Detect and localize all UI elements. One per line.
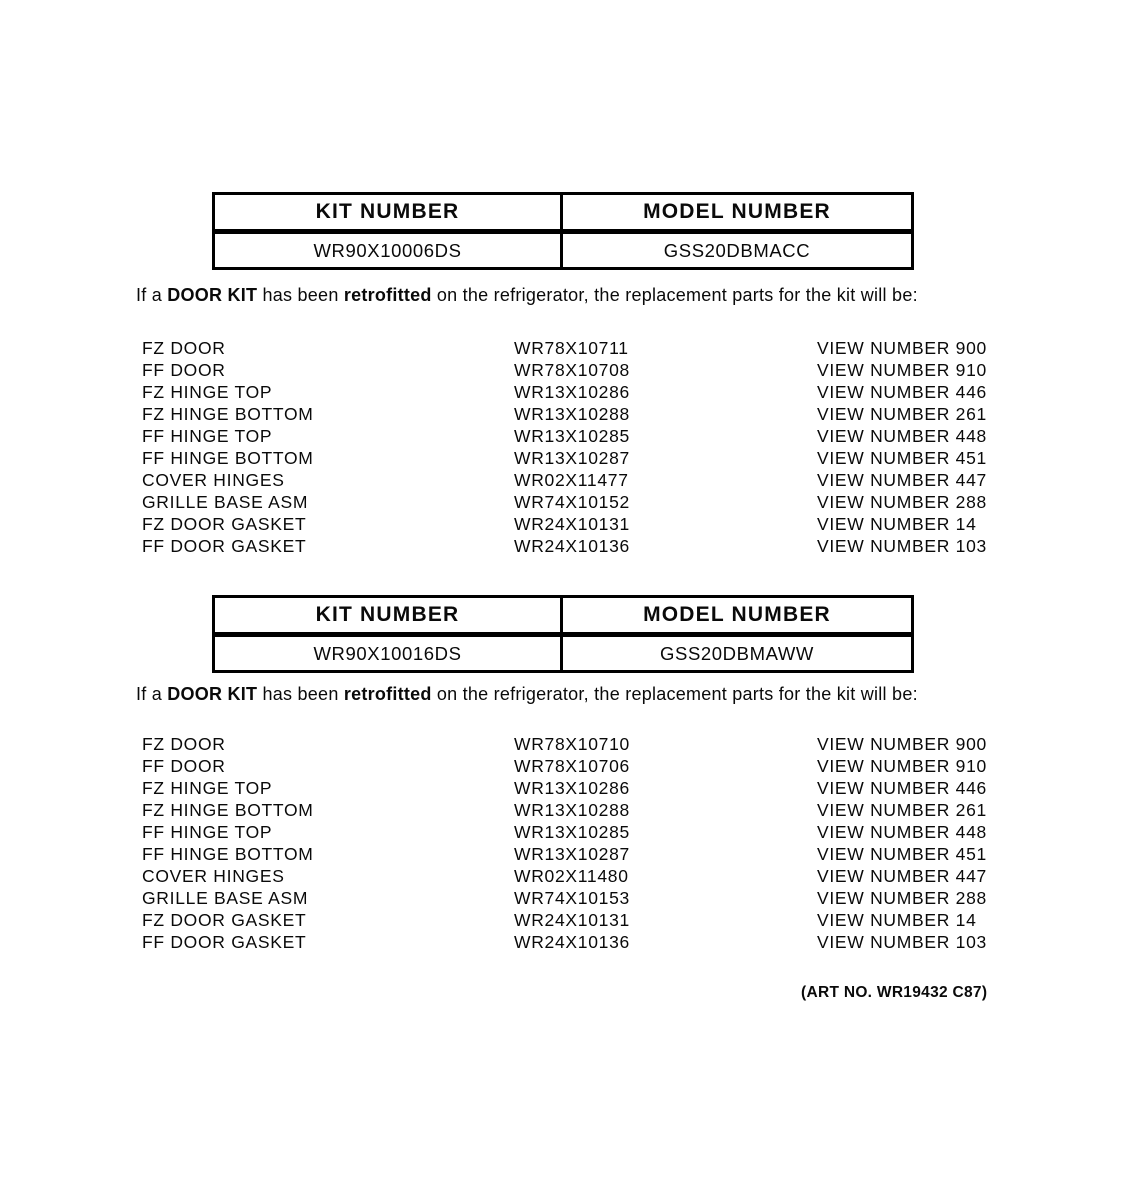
parts-row [142, 381, 1042, 403]
parts-row [142, 359, 1042, 381]
part-name-cell: FF DOOR [142, 360, 226, 380]
model-number-header: MODEL NUMBER [563, 598, 911, 634]
part-number-cell: WR78X10711 [514, 338, 629, 358]
parts-row [142, 337, 1042, 359]
parts-list-1 [142, 337, 1042, 557]
note-prefix: If a [136, 285, 168, 305]
part-name-cell: FZ HINGE TOP [142, 778, 273, 798]
kit-number-header: KIT NUMBER [215, 195, 563, 231]
part-number-cell: WR74X10153 [514, 888, 630, 908]
part-number-cell: WR24X10136 [514, 932, 630, 952]
part-name-cell: COVER HINGES [142, 470, 285, 490]
view-number-cell: VIEW NUMBER 261 [817, 404, 987, 424]
parts-row [142, 887, 1042, 909]
retrofit-note-1 [136, 285, 918, 306]
view-number-cell: VIEW NUMBER 446 [817, 778, 987, 798]
part-number-cell: WR13X10285 [514, 822, 630, 842]
part-name-cell: FZ DOOR [142, 338, 226, 358]
part-name-cell: FF DOOR GASKET [142, 536, 307, 556]
part-name-cell: FF HINGE TOP [142, 822, 273, 842]
part-number-cell: WR13X10285 [514, 426, 630, 446]
view-number-cell: VIEW NUMBER 451 [817, 844, 987, 864]
part-name-cell: FZ DOOR GASKET [142, 910, 307, 930]
parts-row [142, 447, 1042, 469]
part-name-cell: FZ DOOR GASKET [142, 514, 307, 534]
view-number-cell: VIEW NUMBER 14 [817, 910, 977, 930]
part-number-cell: WR78X10708 [514, 360, 630, 380]
part-number-cell: WR13X10288 [514, 404, 630, 424]
note-retrofitted: retrofitted [343, 285, 432, 305]
part-name-cell: GRILLE BASE ASM [142, 492, 309, 512]
view-number-cell: VIEW NUMBER 900 [817, 734, 987, 754]
part-name-cell: FF HINGE BOTTOM [142, 448, 314, 468]
parts-row [142, 865, 1042, 887]
view-number-cell: VIEW NUMBER 900 [817, 338, 987, 358]
table-header-row [215, 195, 911, 231]
part-name-cell: FF DOOR [142, 756, 226, 776]
parts-row [142, 843, 1042, 865]
view-number-cell: VIEW NUMBER 288 [817, 888, 987, 908]
kit-model-table-2 [212, 595, 914, 673]
kit-number-value: WR90X10006DS [215, 231, 563, 267]
part-number-cell: WR78X10706 [514, 756, 630, 776]
note-prefix: If a [136, 684, 168, 704]
note-suffix: on the refrigerator, the replacement parts for the kit will be: [431, 684, 918, 704]
parts-row [142, 733, 1042, 755]
view-number-cell: VIEW NUMBER 14 [817, 514, 977, 534]
part-number-cell: WR13X10287 [514, 844, 630, 864]
part-number-cell: WR74X10152 [514, 492, 630, 512]
view-number-cell: VIEW NUMBER 288 [817, 492, 987, 512]
parts-row [142, 755, 1042, 777]
view-number-cell: VIEW NUMBER 103 [817, 932, 987, 952]
view-number-cell: VIEW NUMBER 447 [817, 866, 987, 886]
model-number-value: GSS20DBMACC [563, 231, 911, 267]
part-name-cell: FF HINGE BOTTOM [142, 844, 314, 864]
note-middle: has been [257, 285, 344, 305]
kit-number-header: KIT NUMBER [215, 598, 563, 634]
part-number-cell: WR13X10287 [514, 448, 630, 468]
part-name-cell: FZ HINGE TOP [142, 382, 273, 402]
note-retrofitted: retrofitted [343, 684, 432, 704]
part-number-cell: WR02X11477 [514, 470, 629, 490]
view-number-cell: VIEW NUMBER 447 [817, 470, 987, 490]
kit-number-value: WR90X10016DS [215, 634, 563, 670]
parts-row [142, 535, 1042, 557]
part-name-cell: FZ HINGE BOTTOM [142, 800, 314, 820]
part-name-cell: FF HINGE TOP [142, 426, 273, 446]
note-suffix: on the refrigerator, the replacement parts for the kit will be: [431, 285, 918, 305]
part-number-cell: WR02X11480 [514, 866, 629, 886]
view-number-cell: VIEW NUMBER 448 [817, 426, 987, 446]
part-number-cell: WR24X10136 [514, 536, 630, 556]
parts-list-2 [142, 733, 1042, 953]
view-number-cell: VIEW NUMBER 451 [817, 448, 987, 468]
parts-row [142, 491, 1042, 513]
view-number-cell: VIEW NUMBER 446 [817, 382, 987, 402]
table-value-row [215, 231, 911, 267]
kit-model-table-1 [212, 192, 914, 270]
parts-row [142, 403, 1042, 425]
part-name-cell: FF DOOR GASKET [142, 932, 307, 952]
model-number-header: MODEL NUMBER [563, 195, 911, 231]
note-middle: has been [257, 684, 344, 704]
view-number-cell: VIEW NUMBER 103 [817, 536, 987, 556]
part-name-cell: FZ HINGE BOTTOM [142, 404, 314, 424]
parts-row [142, 469, 1042, 491]
view-number-cell: VIEW NUMBER 910 [817, 756, 987, 776]
part-number-cell: WR13X10288 [514, 800, 630, 820]
parts-row [142, 777, 1042, 799]
parts-row [142, 513, 1042, 535]
note-door-kit: DOOR KIT [167, 684, 258, 704]
part-number-cell: WR78X10710 [514, 734, 630, 754]
parts-row [142, 799, 1042, 821]
view-number-cell: VIEW NUMBER 448 [817, 822, 987, 842]
part-number-cell: WR13X10286 [514, 778, 630, 798]
view-number-cell: VIEW NUMBER 261 [817, 800, 987, 820]
part-name-cell: GRILLE BASE ASM [142, 888, 309, 908]
table-value-row [215, 634, 911, 670]
art-number-footnote: (ART NO. WR19432 C87) [801, 984, 988, 1001]
model-number-value: GSS20DBMAWW [563, 634, 911, 670]
view-number-cell: VIEW NUMBER 910 [817, 360, 987, 380]
part-name-cell: COVER HINGES [142, 866, 285, 886]
part-number-cell: WR13X10286 [514, 382, 630, 402]
table-header-row [215, 598, 911, 634]
parts-row [142, 909, 1042, 931]
parts-row [142, 425, 1042, 447]
parts-row [142, 821, 1042, 843]
retrofit-note-2 [136, 684, 918, 705]
note-door-kit: DOOR KIT [167, 285, 258, 305]
part-number-cell: WR24X10131 [514, 514, 630, 534]
part-name-cell: FZ DOOR [142, 734, 226, 754]
parts-row [142, 931, 1042, 953]
part-number-cell: WR24X10131 [514, 910, 630, 930]
